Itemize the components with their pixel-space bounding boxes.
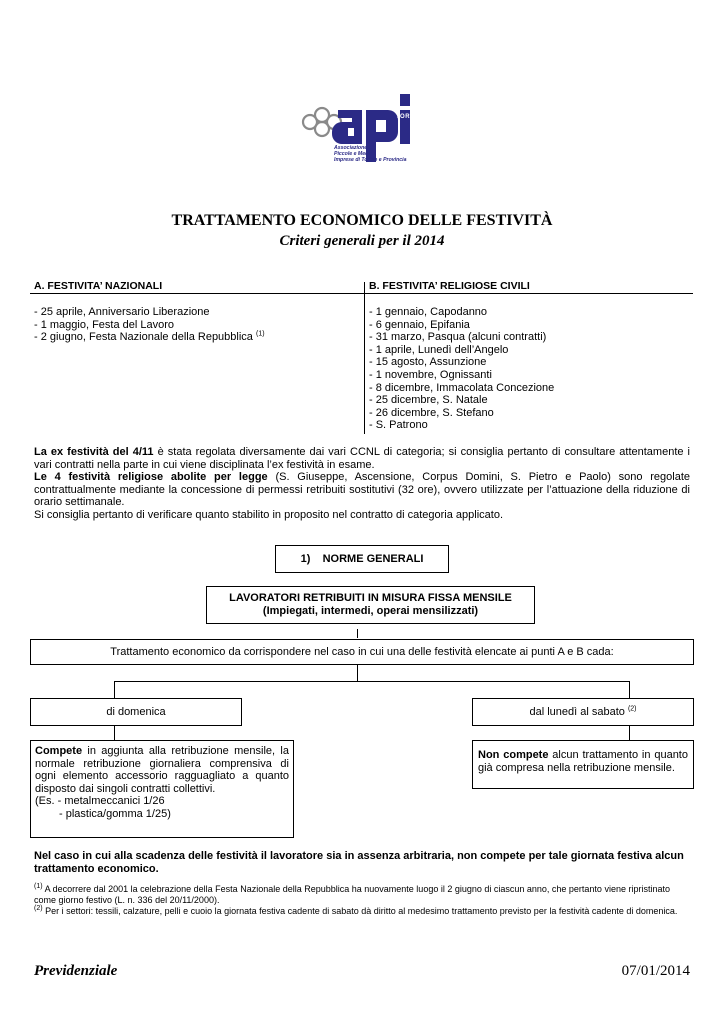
list-item: - 1 novembre, Ognissanti [369,368,492,381]
footnote-ref: (1) [255,330,265,338]
paragraph-bold: Le 4 festività religiose abolite per legge [34,471,268,484]
noncompete-body: alcun trattamento in quanto già compresa nella retribuzione mensile. [478,749,688,774]
logo-tagline-line: Associazione [334,145,368,151]
paragraph-text: è stata regolata diversamente dai vari CCNL di categoria; si consiglia pertanto di consultare attentamente i vari contratti nella parte in cui viene disciplinata l’ex festività in esame. [34,446,690,471]
trattamento-box [30,639,694,665]
sabato-box [472,698,694,726]
section-b-list [369,306,554,432]
domenica-box [30,698,242,726]
document-title: TRATTAMENTO ECONOMICO DELLE FESTIVITÀ [171,212,553,229]
list-item: - 26 dicembre, S. Stefano [369,406,494,419]
document-subtitle: Criteri generali per il 2014 [279,233,445,249]
footnotes [34,884,690,917]
footnote-text: A decorrere dal 2001 la celebrazione della Festa Nazionale della Repubblica ha nuovamente luogo il 2 giugno di ciascun anno, che pertanto viene ripristinato come giorno festivo (L. n. 336 del 20/11/2000). [34,884,670,905]
connector-line [114,681,115,698]
footnote [34,906,690,917]
api-torino-logo [290,84,440,176]
list-item: - 1 aprile, Lunedì dell’Angelo [369,343,509,356]
compete-box [30,740,294,838]
noncompete-box [472,740,694,789]
footer-section: Previdenziale [34,963,118,979]
list-item: - 15 agosto, Assunzione [369,356,487,369]
logo-city: TORINO [396,114,423,120]
paragraph [34,471,690,509]
connector-line [629,681,630,698]
section-divider [30,293,693,294]
connector-line [357,665,358,681]
footer-date: 07/01/2014 [621,963,690,979]
list-item: - S. Patrono [369,419,428,432]
compete-text [35,745,289,795]
footnote-ref: (2) [34,905,43,912]
connector-line [629,726,630,740]
section-a-heading: A. FESTIVITA’ NAZIONALI [34,280,163,292]
logo-tagline-line: Imprese di Torino e Provincia [334,157,407,163]
lavoratori-box [206,586,535,624]
list-item: - 1 maggio, Festa del Lavoro [34,318,175,331]
sabato-text: dal lunedì al sabato [529,706,625,718]
trattamento-label: Trattamento economico da corrispondere nel caso in cui una delle festività elencate ai punti A e B cada: [110,646,614,658]
noncompete-bold: Non compete [478,749,549,761]
norme-generali-label: 1) NORME GENERALI [300,553,424,565]
lavoratori-subtitle: (Impiegati, intermedi, operai mensilizzati) [262,605,479,617]
list-item: - 8 dicembre, Immacolata Concezione [369,381,555,394]
section-a-list [34,306,265,344]
footnote [34,884,690,906]
list-item-text: - 2 giugno, Festa Nazionale della Repubblica [34,331,253,344]
list-item: - 25 dicembre, S. Natale [369,394,488,407]
paragraph-text: (S. Giuseppe, Ascensione, Corpus Domini, S. Pietro e Paolo) sono regolate contrattualmente mediante la concessione di permessi retribuiti sostitutivi (32 ore), ovvero utilizzate per l’attuazione della riduzione di orario settimanale. [34,471,691,509]
list-item: - 25 aprile, Anniversario Liberazione [34,306,210,318]
paragraph [34,446,690,471]
lavoratori-title: LAVORATORI RETRIBUITI IN MISURA FISSA MENSILE [229,592,512,604]
logo-tagline [334,145,406,163]
list-item: - 1 gennaio, Capodanno [369,306,488,318]
compete-example: (Es. - metalmeccanici 1/26 [35,795,165,808]
connector-line [114,681,630,682]
norme-generali-box [275,545,449,573]
list-item: - 6 gennaio, Epifania [369,318,470,331]
compete-bold: Compete [35,745,83,757]
footnote-ref: (2) [627,705,637,713]
column-divider [364,282,365,434]
logo-tagline-line: Piccole e Medie [334,151,373,157]
connector-line [114,726,115,740]
list-item [34,331,265,344]
list-item: - 31 marzo, Pasqua (alcuni contratti) [369,331,547,344]
connector-line [357,629,358,638]
closing-note: Nel caso in cui alla scadenza delle festività il lavoratore sia in assenza arbitraria, non compete per tale giornata festiva alcun trattamento economico. [34,850,684,875]
domenica-label: di domenica [106,706,166,718]
paragraph-bold: La ex festività del 4/11 [34,446,154,458]
compete-example: - plastica/gomma 1/25) [59,807,171,820]
sabato-label [529,706,636,718]
section-b-heading: B. FESTIVITA’ RELIGIOSE CIVILI [369,280,530,292]
compete-body: in aggiunta alla retribuzione mensile, la normale retribuzione giornaliera comprensiva di ogni elemento accessorio ragguagliato a quanto disposto dai singoli contratti collettivi. [35,745,289,795]
paragraph: Si consiglia pertanto di verificare quanto stabilito in proposito nel contratto di categoria applicato. [34,508,503,521]
intro-paragraphs [34,446,690,522]
footnote-ref: (1) [34,883,43,890]
footnote-text: Per i settori: tessili, calzature, pelli e cuoio la giornata festiva cadente di sabato dà diritto al medesimo trattamento previsto per la festività cadente di domenica. [42,906,678,916]
